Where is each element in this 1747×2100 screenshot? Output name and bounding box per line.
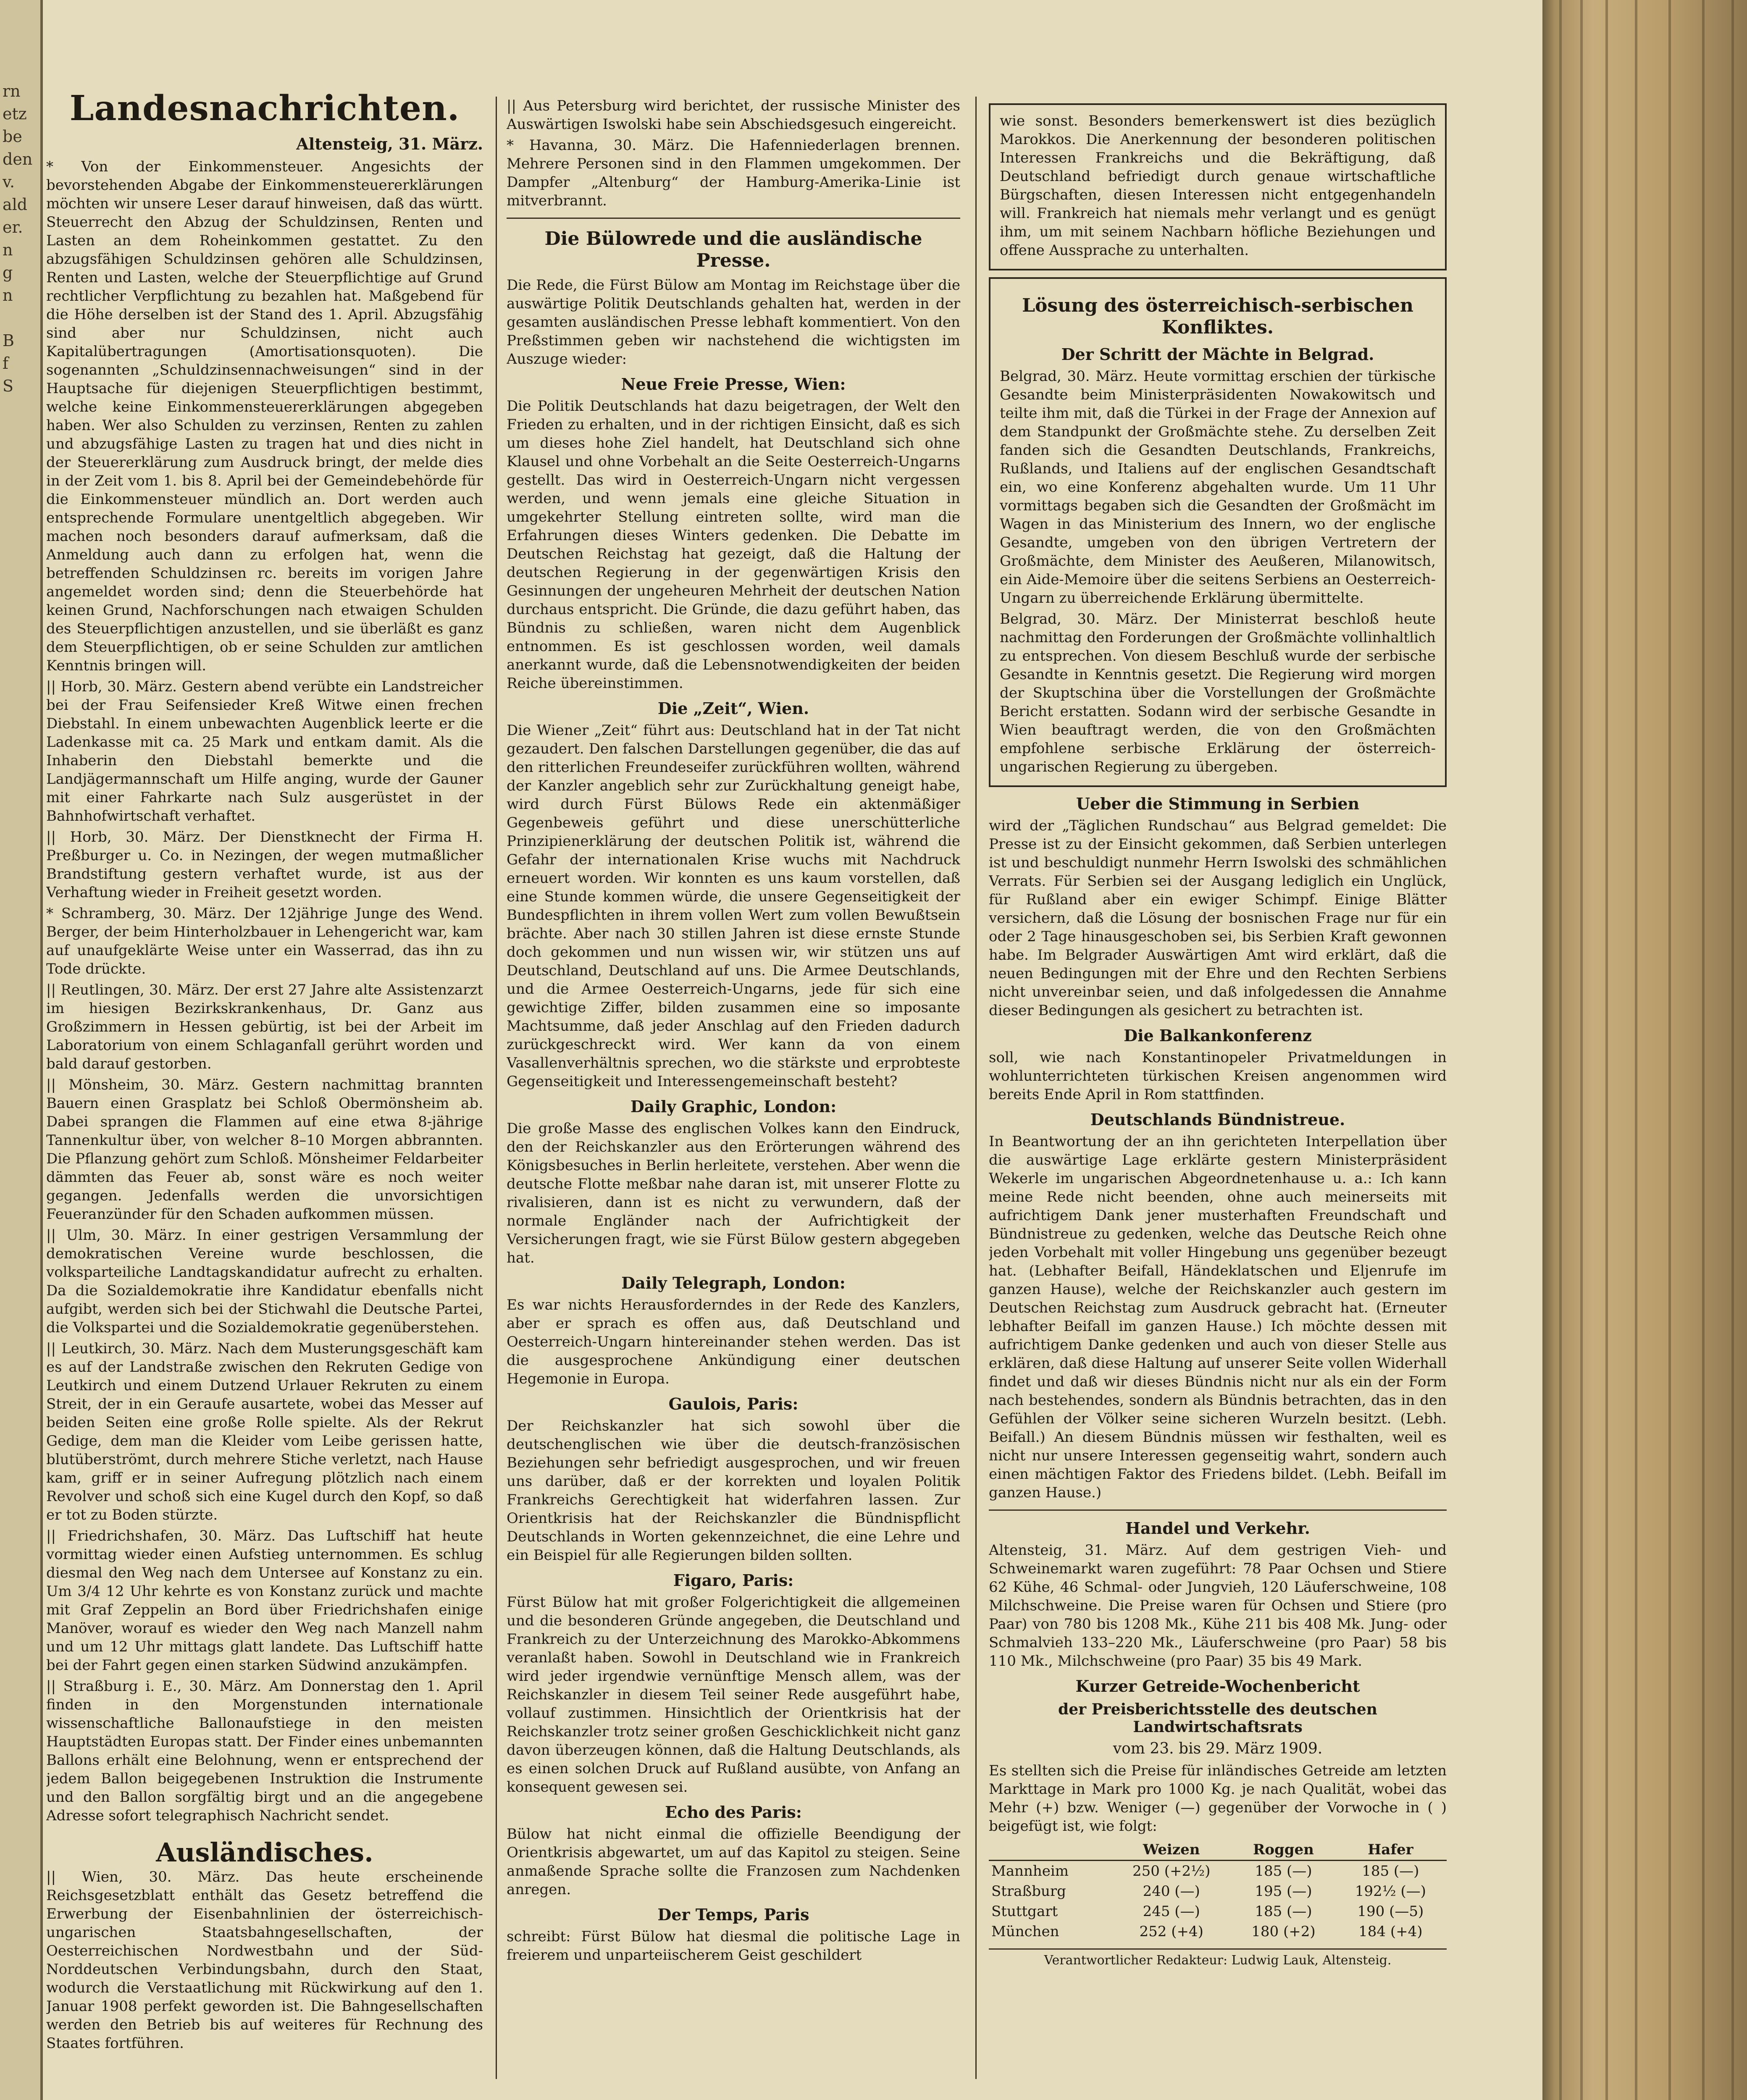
adjacent-page-edge xyxy=(0,0,43,2100)
adjacent-fragment: n xyxy=(3,241,13,259)
adjacent-fragment xyxy=(3,1032,38,1055)
adjacent-fragment xyxy=(3,1123,38,1146)
news-item: || Horb, 30. März. Der Dienstknecht der Firma H. Preßburger u. Co. in Nezingen, der wegen mutmaßlicher Brandstiftung gestern verhaftet wurde, ist aus der Verhaftung wieder in Freiheit gesetzt worden. xyxy=(46,829,483,901)
adjacent-fragment xyxy=(3,1373,38,1395)
editor-line: Verantwortlicher Redakteur: Ludwig Lauk, Altensteig. xyxy=(989,1948,1447,1968)
section-title: Landesnachrichten. xyxy=(69,88,460,129)
adjacent-fragment xyxy=(3,2098,38,2100)
news-item: * Von der Einkommensteuer. Angesichts der bevorstehenden Abgabe der Einkommensteuererklärungen möchten wir unsere Leser darauf hinweisen, daß das württ. Steuerrecht den Abzug der Schuldzinsen, Renten und Lasten an dem Roheinkommen gestattet. Zu den abzugsfähigen Schuldzinsen gehören alle Schuldzinsen, Renten und Lasten, welche der Steuerpflichtige auf Grund rechtlicher Verpflichtung zu bezahlen hat. Maßgebend für die Höhe derselben ist der Stand des 1. April. Abzugsfähig sind aber nur Schuldzinsen, nicht auch Kapitalübertragungen (Amortisationsquoten). Die sogenannten „Schuldzinsennachweisungen“ sind in der Hauptsache für diejenigen Steuerpflichtigen bestimmt, welche keine Einkommensteuererklärungen abgegeben haben. Wer also Schulden zu verzinsen, Renten zu zahlen und abzugsfähige Lasten zu tragen hat und dies nicht in der Steuererklärung zum Ausdruck bringt, der melde dies in der Zeit vom 1. bis 8. April bei der Gemeindebehörde für die Einkommensteuer mündlich an. Dort werden auch entsprechende Formulare unentgeltlich abgegeben. Wir machen noch besonders darauf aufmerksam, daß die Anmeldung auch dann zu erfolgen hat, wenn die betreffenden Schuldzinsen rc. bereits im vorigen Jahre angemeldet worden sind; denn die Steuerbehörde hat keinen Grund, Nachforschungen nach etwaigen Schulden des Steuerpflichtigen anzustellen, und sie überläßt es ganz dem Steuerpflichtigen, ob er seine Schulden zur amtlichen Kenntnis bringen will. xyxy=(46,158,483,674)
adjacent-fragment xyxy=(3,2076,38,2098)
adjacent-fragment xyxy=(3,1758,38,1781)
adjacent-fragment xyxy=(3,1872,38,1894)
article-title: Die Bülowrede und die ausländische Presse. xyxy=(544,228,922,271)
book-binding xyxy=(1542,0,1747,2100)
adjacent-fragment xyxy=(3,647,38,669)
news-item: || Leutkirch, 30. März. Nach dem Musterungsgeschäft kam es auf der Landstraße zwischen den Rekruten Gedige von Leutkirch und einem Dutzend Urlauer Rekruten zu einem Streit, der in ein Geraufe ausartete, wobei das Messer auf beiden Seiten eine große Rolle spielte. Als der Rekrut Gedige, dem man die Kleider vom Leibe gerissen hatte, blutüberströmt, durch mehrere Stiche verletzt, nach Hause kam, griff er in seiner Aufregung plötzlich nach einem Revolver und schoß sich eine Kugel durch den Kopf, so daß er tot zu Boden stürzte. xyxy=(46,1340,483,1523)
table-row xyxy=(989,1861,1447,1882)
adjacent-fragment xyxy=(3,1191,38,1214)
foreign-news xyxy=(46,1868,483,2053)
adjacent-fragment: er. xyxy=(3,218,23,236)
table-row xyxy=(989,1922,1447,1942)
conflict-box xyxy=(989,277,1447,787)
adjacent-fragment: n xyxy=(3,286,13,304)
adjacent-fragment xyxy=(3,1055,38,1078)
adjacent-fragment xyxy=(3,1690,38,1713)
table-cell: 245 (—) xyxy=(1143,1903,1200,1920)
adjacent-fragment xyxy=(3,1305,38,1327)
column-middle xyxy=(507,97,960,1967)
adjacent-fragment xyxy=(3,1282,38,1305)
adjacent-fragment xyxy=(3,624,38,647)
grain-col-header xyxy=(989,1840,1110,1861)
adjacent-fragment: v. xyxy=(3,173,15,191)
adjacent-fragment xyxy=(3,1509,38,1531)
news-item: Belgrad, 30. März. Heute vormittag erschien der türkische Gesandte beim Ministerpräsidenten Nowakowitsch und teilte ihm mit, daß die Türkei in der Frage der Annexion auf dem Standpunkt der Großmächte stehe. Zu derselben Zeit fanden sich die Gesandten Deutschlands, Frankreichs, Rußlands, und Italiens auf der englischen Gesandtschaft ein, wo eine Konferenz abgehalten wurde. Um 11 Uhr vormittags begaben sich die Gesandten der Großmächt im Wagen in das Ministerium des Innern, wo der englische Gesandte, umgeben von den übrigen Vertretern der Großmächte, dem Minister des Aeußeren, Milanowitsch, ein Aide-Memoire über die seitens Serbiens an Oesterreich-Ungarn zu überreichende Erklärung übermittelte. xyxy=(1000,368,1436,606)
table-cell: Straßburg xyxy=(991,1883,1066,1900)
adjacent-fragment: S xyxy=(3,377,14,395)
adjacent-fragment xyxy=(3,1894,38,1917)
adjacent-fragment xyxy=(3,1395,38,1418)
press-source: Gaulois, Paris: xyxy=(668,1394,799,1413)
adjacent-fragment xyxy=(3,692,38,715)
article-title: Lösung des österreichisch-serbischen Konfliktes. xyxy=(1022,295,1413,338)
adjacent-fragment xyxy=(3,1599,38,1622)
adjacent-page-text xyxy=(3,80,38,2100)
adjacent-fragment xyxy=(3,1826,38,1849)
local-news xyxy=(46,158,483,1825)
table-cell: 184 (+4) xyxy=(1358,1923,1423,1940)
table-cell: 250 (+2½) xyxy=(1132,1863,1211,1880)
adjacent-fragment xyxy=(3,1554,38,1577)
adjacent-fragment xyxy=(3,1577,38,1599)
table-cell: Mannheim xyxy=(991,1863,1069,1880)
grain-col-header: Weizen xyxy=(1110,1840,1232,1861)
adjacent-fragment xyxy=(3,1622,38,1645)
table-cell: 240 (—) xyxy=(1143,1883,1200,1900)
adjacent-fragment: ald xyxy=(3,195,28,214)
press-source: Die „Zeit“, Wien. xyxy=(657,699,809,718)
adjacent-fragment xyxy=(3,1214,38,1236)
adjacent-fragment xyxy=(3,556,38,579)
adjacent-fragment xyxy=(3,465,38,488)
article-subtitle: Der Schritt der Mächte in Belgrad. xyxy=(1061,345,1374,364)
grain-col-header: Roggen xyxy=(1232,1840,1334,1861)
news-item: || Mönsheim, 30. März. Gestern nachmittag brannten Bauern einen Grasplatz bei Schloß Obermönsheim ab. Dabei sprangen die Flammen auf eine etwa 8-jährige Tannenkultur über, von welcher 8–10 Morgen abbrannten. Die Pflanzung gehört zum Schloß. Mönsheimer Feldarbeiter dämmten das Feuer ab, sonst wäre es noch weiter gegangen. Jedenfalls werden die unvorsichtigen Feueranzünder für den Schaden aufkommen müssen. xyxy=(46,1076,483,1223)
press-source: Der Temps, Paris xyxy=(657,1905,809,1924)
section-text: wird der „Täglichen Rundschau“ aus Belgrad gemeldet: Die Presse ist zu der Einsicht gekommen, daß Serbien unterlegen ist und beschuldigt nunmehr Herrn Iswolski des schmählichen Verrats. Für Serbien sei der Ausgang lediglich ein Unglück, für Rußland aber ein ewiger Schimpf. Einige Blätter versichern, daß die Lösung der bosnischen Frage nur für ein oder 2 Tage hinausgeschoben sei, bis Serbien Kraft gewonnen habe. Im Belgrader Auswärtigen Amt wird erklärt, daß die neuen Bedingungen mit der Ehre und den Rechten Serbiens nicht unvereinbar seien, und daß infolgedessen die Annahme dieser Bedingungen als gesichert zu betrachten ist. xyxy=(989,817,1447,1019)
section-text: soll, wie nach Konstantinopeler Privatmeldungen in wohlunterrichteten türkischen Kreisen angenommen wird bereits Ende April in Rom stattfinden. xyxy=(989,1049,1447,1103)
press-quote: Der Reichskanzler hat sich sowohl über die deutschenglischen wie über die deutsch-französischen Beziehungen sehr befriedigt ausgesprochen, und wir freuen uns darüber, daß er der korrekten und loyalen Politik Frankreichs Gerechtigkeit hat widerfahren lassen. Zur Orientkrisis hat der Reichskanzler die Bündnispflicht Deutschlands in Worten gekennzeichnet, die eine Lehre und ein Beispiel für alle Regierungen bilden sollten. xyxy=(507,1418,960,1564)
table-cell: 185 (—) xyxy=(1255,1903,1312,1920)
adjacent-fragment: den xyxy=(3,150,33,168)
continued-text: wie sonst. Besonders bemerkenswert ist dies bezüglich Marokkos. Die Anerkennung der besonderen politischen Interessen Frankreichs und die Bekräftigung, daß Deutschland befriedigt durch genaue wirtschaftliche Bürgschaften, diesen Interessen nicht entgegenhandeln will. Frankreich hat niemals mehr verlangt und es genügt ihm, um mit seinem Nachbarn höfliche Beziehungen und offene Aussprache zu unterhalten. xyxy=(1000,113,1436,259)
adjacent-fragment xyxy=(3,715,38,738)
trade-title: Handel und Verkehr. xyxy=(1125,1519,1310,1538)
press-source: Echo des Paris: xyxy=(665,1803,802,1822)
adjacent-fragment xyxy=(3,942,38,964)
adjacent-fragment xyxy=(3,987,38,1010)
short-news xyxy=(507,97,960,210)
adjacent-fragment xyxy=(3,511,38,533)
grain-title: Kurzer Getreide-Wochenbericht xyxy=(1075,1677,1360,1696)
adjacent-fragment xyxy=(3,1441,38,1463)
adjacent-fragment xyxy=(3,1418,38,1441)
table-cell: 180 (+2) xyxy=(1251,1923,1316,1940)
column-left xyxy=(46,84,483,2055)
table-cell: 185 (—) xyxy=(1362,1863,1419,1880)
adjacent-fragment xyxy=(3,488,38,511)
adjacent-fragment xyxy=(3,1985,38,2008)
table-cell: 252 (+4) xyxy=(1139,1923,1203,1940)
news-item: * Havanna, 30. März. Die Hafenniederlagen brennen. Mehrere Personen sind in den Flammen umgekommen. Der Dampfer „Altenburg“ der Hamburg-Amerika-Linie ist mitverbrannt. xyxy=(507,137,960,209)
column-right xyxy=(989,97,1447,1968)
table-cell: 190 (—5) xyxy=(1357,1903,1424,1920)
adjacent-fragment xyxy=(3,2030,38,2053)
section-heading: Die Balkankonferenz xyxy=(1124,1026,1312,1045)
press-quote: Fürst Bülow hat mit großer Folgerichtigkeit die allgemeinen und die besonderen Gründe angegeben, die Deutschland und Frankreich zu der Unterzeichnung des Marokko-Abkommens veranlaßt haben. Sowohl in Deutschland wie in Frankreich wird jeder irgendwie vernünftige Mensch allem, was der Reichskanzler in diesem Teil seiner Rede ausgeführt habe, vollauf zustimmen. Hinsichtlich der Orientkrisis hat der Reichskanzler trotz seiner großen Geschicklichkeit nicht ganz davon überzeugen können, daß die Haltung Deutschlands, als es einen solchen Druck auf Rußland ausübte, von Anfang an konsequent gewesen sei. xyxy=(507,1594,960,1796)
news-item: || Ulm, 30. März. In einer gestrigen Versammlung der demokratischen Vereine wurde beschlossen, die volksparteiliche Landtagskandidatur aufrecht zu erhalten. Da die Sozialdemokratie ihre Kandidatur ebenfalls nicht aufgibt, werden sich bei der Stichwahl die Deutsche Partei, die Volkspartei und die Sozialdemokratie gegenüberstehen. xyxy=(46,1227,483,1336)
press-quote: Bülow hat nicht einmal die offizielle Beendigung der Orientkrisis abgewartet, um auf das Kapitol zu steigen. Seine anmaßende Sprache sollte die Franzosen zum Nachdenken anregen. xyxy=(507,1826,960,1898)
grain-subtitle: der Preisberichtsstelle des deutschen Landwirtschaftsrats xyxy=(1058,1701,1377,1736)
adjacent-fragment xyxy=(3,1146,38,1168)
adjacent-fragment xyxy=(3,1781,38,1803)
grain-text: Es stellten sich die Preise für inländisches Getreide am letzten Markttage in Mark pro 1000 Kg. je nach Qualität, wobei das Mehr (+) bzw. Weniger (—) gegenüber der Vorwoche in ( ) beigefügt ist, wie folgt: xyxy=(989,1762,1447,1835)
press-quote: Die Wiener „Zeit“ führt aus: Deutschland hat in der Tat nicht gezaudert. Den falschen Darstellungen gegenüber, die das auf den ritterlichen Freundeseifer zurückführen wollten, während der Kanzler angeblich sehr zur Zurückhaltung geneigt habe, wird durch Fürst Bülows Rede ein aktenmäßiger Gegenbeweis geführt und diese unerschütterliche Prinzipienerklärung der deutschen Politik ist, während die Gefahr der internationalen Krise wuchs mit Nachdruck erneuert worden. Wir konnten es uns kaum vorstellen, daß eine Stunde kommen würde, die unsere Gegenseitigkeit der Bundespflichten in ihrem vollen Wert zum vollen Bewußtsein brächte. Aber nach 30 stillen Jahren ist diese ernste Stunde doch gekommen und nun wissen wir, wir stützen uns auf Deutschland, Deutschland auf uns. Die Armee Deutschlands, und die Armee Oesterreich-Ungarns, jede für sich eine gewichtige Ziffer, bilden zusammen eine so imposante Machtsumme, daß jeder Anschlag auf den Frieden dadurch zurückgeschreckt wird. Wer kann da von einem Vasallenverhältnis sprechen, wo die stärkste und erprobteste Gegenseitigkeit und Interessengemeinschaft besteht? xyxy=(507,722,960,1090)
news-item: || Friedrichshafen, 30. März. Das Luftschiff hat heute vormittag wieder einen Aufstieg unternommen. Es schlug diesmal den Weg nach dem Untersee auf Konstanz zu ein. Um 3/4 12 Uhr kehrte es von Konstanz zurück und machte mit Graf Zeppelin an Bord über Friedrichshafen einige Manöver, worauf es wieder den Weg nach Manzell nahm und um 12 Uhr mittags glatt landete. Das Luftschiff hatte bei der Fahrt gegen einen starken Südwind anzukämpfen. xyxy=(46,1528,483,1674)
adjacent-fragment xyxy=(3,783,38,806)
adjacent-fragment xyxy=(3,828,38,851)
press-source: Figaro, Paris: xyxy=(673,1571,794,1590)
table-row xyxy=(989,1901,1447,1922)
adjacent-fragment xyxy=(3,760,38,783)
adjacent-fragment xyxy=(3,738,38,760)
table-cell: München xyxy=(991,1923,1059,1940)
adjacent-fragment xyxy=(3,1259,38,1282)
article-lead: Die Rede, die Fürst Bülow am Montag im Reichstage über die auswärtige Politik Deutschlands gehalten hat, werden in der gesamten ausländischen Presse lebhaft kommentiert. Von den Preßstimmen geben wir nachstehend die wichtigsten im Auszuge wieder: xyxy=(507,277,960,368)
adjacent-fragment: rn xyxy=(3,82,21,100)
trade-text: Altensteig, 31. März. Auf dem gestrigen Vieh- und Schweinemarkt waren zugeführt: 78 Paar Ochsen und Stiere 62 Kühe, 46 Schmal- oder Jungvieh, 120 Läuferschweine, 108 Milchschweine. Die Preise waren für Ochsen und Stiere (pro Paar) von 780 bis 1208 Mk., Kühe 211 bis 408 Mk. Jung- oder Schmalvieh 133–220 Mk., Läuferschweine (pro Paar) 58 bis 110 Mk., Milchschweine (pro Paar) 35 bis 49 Mark. xyxy=(989,1542,1447,1670)
adjacent-fragment xyxy=(3,443,38,465)
serbia-news xyxy=(989,794,1447,1502)
adjacent-fragment xyxy=(3,307,38,329)
column-rule xyxy=(496,97,497,2079)
adjacent-fragment xyxy=(3,1667,38,1690)
table-cell: Stuttgart xyxy=(991,1903,1058,1920)
adjacent-fragment xyxy=(3,1645,38,1667)
adjacent-fragment: etz xyxy=(3,105,27,123)
adjacent-fragment xyxy=(3,533,38,556)
adjacent-fragment: B xyxy=(3,331,14,350)
table-cell: 185 (—) xyxy=(1255,1863,1312,1880)
press-quotes xyxy=(507,374,960,1964)
adjacent-fragment xyxy=(3,1350,38,1373)
news-item: || Reutlingen, 30. März. Der erst 27 Jahre alte Assistenzarzt im hiesigen Bezirkskrankenhaus, Dr. Ganz aus Großzimmern in Hessen gebürtig, ist bei der Arbeit im Laboratorium von einem Schlaganfall gerührt worden und bald darauf gestorben. xyxy=(46,982,483,1072)
section-text: In Beantwortung der an ihn gerichteten Interpellation über die auswärtige Lage erklärte gestern Ministerpräsident Wekerle im ungarischen Abgeordnetenhause u. a.: Ich kann meine Rede nicht beenden, ohne auch meinerseits mit aufrichtigem Dank jener musterhaften Freundschaft und Bündnistreue zu gedenken, welche das Deutsche Reich ohne jeden Vorbehalt mit voller Hingebung uns gegenüber bezeugt hat. (Lebhafter Beifall, Händeklatschen und Eljenrufe im ganzen Hause), welche der Reichskanzler auch gestern im Deutschen Reichstag zum Ausdruck gebracht hat. (Erneuter lebhafter Beifall im ganzen Hause.) Ich möchte dessen mit aufrichtigem Danke gedenken und auch von dieser Stelle aus erklären, daß diese Haltung auf unserer Seite vollen Widerhall findet und daß wir dieses Bündnis nicht nur als ein der Form nach bestehendes, sondern als Bündnis betrachten, das in den Gefühlen der Völker seine sicheren Wurzeln besitzt. (Lebh. Beifall.) An diesem Bündnis müssen wir festhalten, weil es nicht nur unsere Interessen gegenseitig wahrt, sondern auch einen mächtigen Faktor des Friedens bildet. (Lebh. Beifall im ganzen Hause.) xyxy=(989,1133,1447,1501)
grain-dates: vom 23. bis 29. März 1909. xyxy=(1113,1740,1323,1757)
press-source: Daily Graphic, London: xyxy=(630,1097,837,1116)
news-item: || Wien, 30. März. Das heute erscheinende Reichsgesetzblatt enthält das Gesetz betreffend die Erwerbung der Eisenbahnlinien der österreichisch-ungarischen Staatsbahngesellschaften, der Oesterreichischen Nordwestbahn und der Süd-Norddeutschen Verbindungsbahn, durch den Staat, wodurch die Verstaatlichung mit Rückwirkung auf den 1. Januar 1908 perfekt geworden ist. Die Bahngesellschaften werden den Betrieb bis auf weiteres für Rechnung des Staates fortführen. xyxy=(46,1869,483,2052)
adjacent-fragment xyxy=(3,1463,38,1486)
adjacent-fragment xyxy=(3,601,38,624)
adjacent-fragment: f xyxy=(3,354,9,373)
adjacent-fragment xyxy=(3,1917,38,1940)
adjacent-fragment xyxy=(3,1078,38,1100)
press-quote: Die große Masse des englischen Volkes kann den Eindruck, den der Reichskanzler aus den Erörterungen während des Königsbesuches in Berlin herleitete, verstehen. Aber wenn die deutsche Flotte meßbar nahe daran ist, mit unserer Flotte zu rivalisieren, dann ist es nicht zu verwundern, daß der normale Engländer nach der Aufrichtigkeit der Versicherungen fragt, wie sie Fürst Bülow gestern abgegeben hat. xyxy=(507,1120,960,1266)
news-item: * Schramberg, 30. März. Der 12jährige Junge des Wend. Berger, der beim Hinterholzbauer in Lehengericht war, kam auf unaufgeklärte Weise unter ein Wasserrad, das ihn zu Tode drückte. xyxy=(46,905,483,977)
foreign-news-title: Ausländisches. xyxy=(156,1837,373,1868)
adjacent-fragment xyxy=(3,806,38,828)
adjacent-fragment xyxy=(3,1713,38,1735)
press-quote: Es war nichts Herausforderndes in der Rede des Kanzlers, aber er sprach es offen aus, daß Deutschland und Oesterreich-Ungarn hintereinander stehen werden. Das ist die ausgesprochene Ankündigung einer deutschen Hegemonie in Europa. xyxy=(507,1297,960,1387)
adjacent-fragment xyxy=(3,1962,38,1985)
adjacent-fragment xyxy=(3,964,38,987)
adjacent-fragment xyxy=(3,1531,38,1554)
grain-price-table xyxy=(989,1840,1447,1942)
dateline: Altensteig, 31. März. xyxy=(296,134,483,153)
adjacent-fragment xyxy=(3,851,38,874)
press-quote: Die Politik Deutschlands hat dazu beigetragen, der Welt den Frieden zu erhalten, und in der richtigen Einsicht, daß es sich um dieses hohe Ziel handelt, hat Deutschland sich ohne Klausel und ohne Vorbehalt an die Seite Oesterreich-Ungarns gestellt. Das wird in Oesterreich-Ungarn nicht vergessen werden, und wenn jemals eine gleiche Situation in umgekehrter Stellung eintreten sollte, wird man die Erfahrungen dieses Winters gedenken. Die Debatte im Deutschen Reichstag hat gezeigt, daß die Haltung der deutschen Regierung in der gegenwärtigen Krisis den Gesinnungen der ungeheuren Mehrheit der deutschen Nation durchaus entspricht. Die Gründe, die dazu geführt haben, das Bündnis zu schließen, waren nicht dem Augenblick entnommen. Es ist geschlossen worden, weil damals anerkannt wurde, daß die Lebensnotwendigkeiten der beiden Reiche übereinstimmen. xyxy=(507,398,960,692)
adjacent-fragment xyxy=(3,1100,38,1123)
adjacent-fragment xyxy=(3,420,38,443)
adjacent-fragment xyxy=(3,1168,38,1191)
adjacent-fragment xyxy=(3,1849,38,1872)
adjacent-fragment xyxy=(3,874,38,896)
adjacent-fragment xyxy=(3,1735,38,1758)
news-item: || Straßburg i. E., 30. März. Am Donnerstag den 1. April finden in den Morgenstunden internationale wissenschaftliche Ballonaufstiege in den meisten Hauptstädten Europas statt. Der Finder eines unbemannten Ballons erhält eine Belohnung, wenn er entsprechend der jedem Ballon beigegebenen Instruktion die Instrumente und den Ballon sorgfältig birgt und an die angegebene Adresse sofort telegraphisch Nachricht sendet. xyxy=(46,1678,483,1824)
table-row xyxy=(989,1881,1447,1901)
adjacent-fragment xyxy=(3,1327,38,1350)
press-source: Daily Telegraph, London: xyxy=(621,1273,846,1292)
column-rule xyxy=(975,97,977,2079)
adjacent-fragment xyxy=(3,2053,38,2076)
news-item: || Aus Petersburg wird berichtet, der russische Minister des Auswärtigen Iswolski habe sein Abschiedsgesuch eingereicht. xyxy=(507,97,960,133)
adjacent-fragment: g xyxy=(3,263,13,282)
table-cell: 195 (—) xyxy=(1255,1883,1312,1900)
adjacent-fragment: be xyxy=(3,127,22,146)
news-item: || Horb, 30. März. Gestern abend verübte ein Landstreicher bei der Frau Seifensieder Kreß Witwe einen frechen Diebstahl. In einem unbewachten Augenblick leerte er die Ladenkasse mit ca. 25 Mark und entkam damit. Als die Inhaberin den Diebstahl bemerkte und die Landjägermannschaft um Hilfe anging, wurde der Gauner mit einer Fahrkarte nach Sulz ausgerüstet in der Bahnhofwirtschaft verhaftet. xyxy=(46,678,483,824)
continued-box xyxy=(989,103,1447,270)
adjacent-fragment xyxy=(3,2008,38,2030)
adjacent-fragment xyxy=(3,1486,38,1509)
adjacent-fragment xyxy=(3,579,38,601)
adjacent-fragment xyxy=(3,397,38,420)
adjacent-fragment xyxy=(3,1236,38,1259)
adjacent-fragment xyxy=(3,919,38,942)
adjacent-fragment xyxy=(3,896,38,919)
grain-col-header: Hafer xyxy=(1335,1840,1447,1861)
table-cell: 192½ (—) xyxy=(1355,1883,1426,1900)
section-heading: Deutschlands Bündnistreue. xyxy=(1090,1110,1345,1129)
press-source: Neue Freie Presse, Wien: xyxy=(621,375,846,394)
news-item: Belgrad, 30. März. Der Ministerrat beschloß heute nachmittag den Forderungen der Großmächte vollinhaltlich zu entsprechen. Von diesem Beschluß wurde der serbische Gesandte in Kenntnis gesetzt. Die Regierung wird morgen der Skuptschina über die Vorstellungen der Großmächte Bericht erstatten. Sodann wird der serbische Gesandte in Wien beauftragt werden, die von den Großmächten empfohlene serbische Erklärung der österreich-ungarischen Regierung zu übergeben. xyxy=(1000,611,1436,775)
adjacent-fragment xyxy=(3,669,38,692)
section-heading: Ueber die Stimmung in Serbien xyxy=(1076,794,1360,813)
press-quote: schreibt: Fürst Bülow hat diesmal die politische Lage in freierem und unparteiischerem Geist geschildert xyxy=(507,1928,960,1964)
adjacent-fragment xyxy=(3,1940,38,1962)
adjacent-fragment xyxy=(3,1010,38,1032)
adjacent-fragment xyxy=(3,1803,38,1826)
